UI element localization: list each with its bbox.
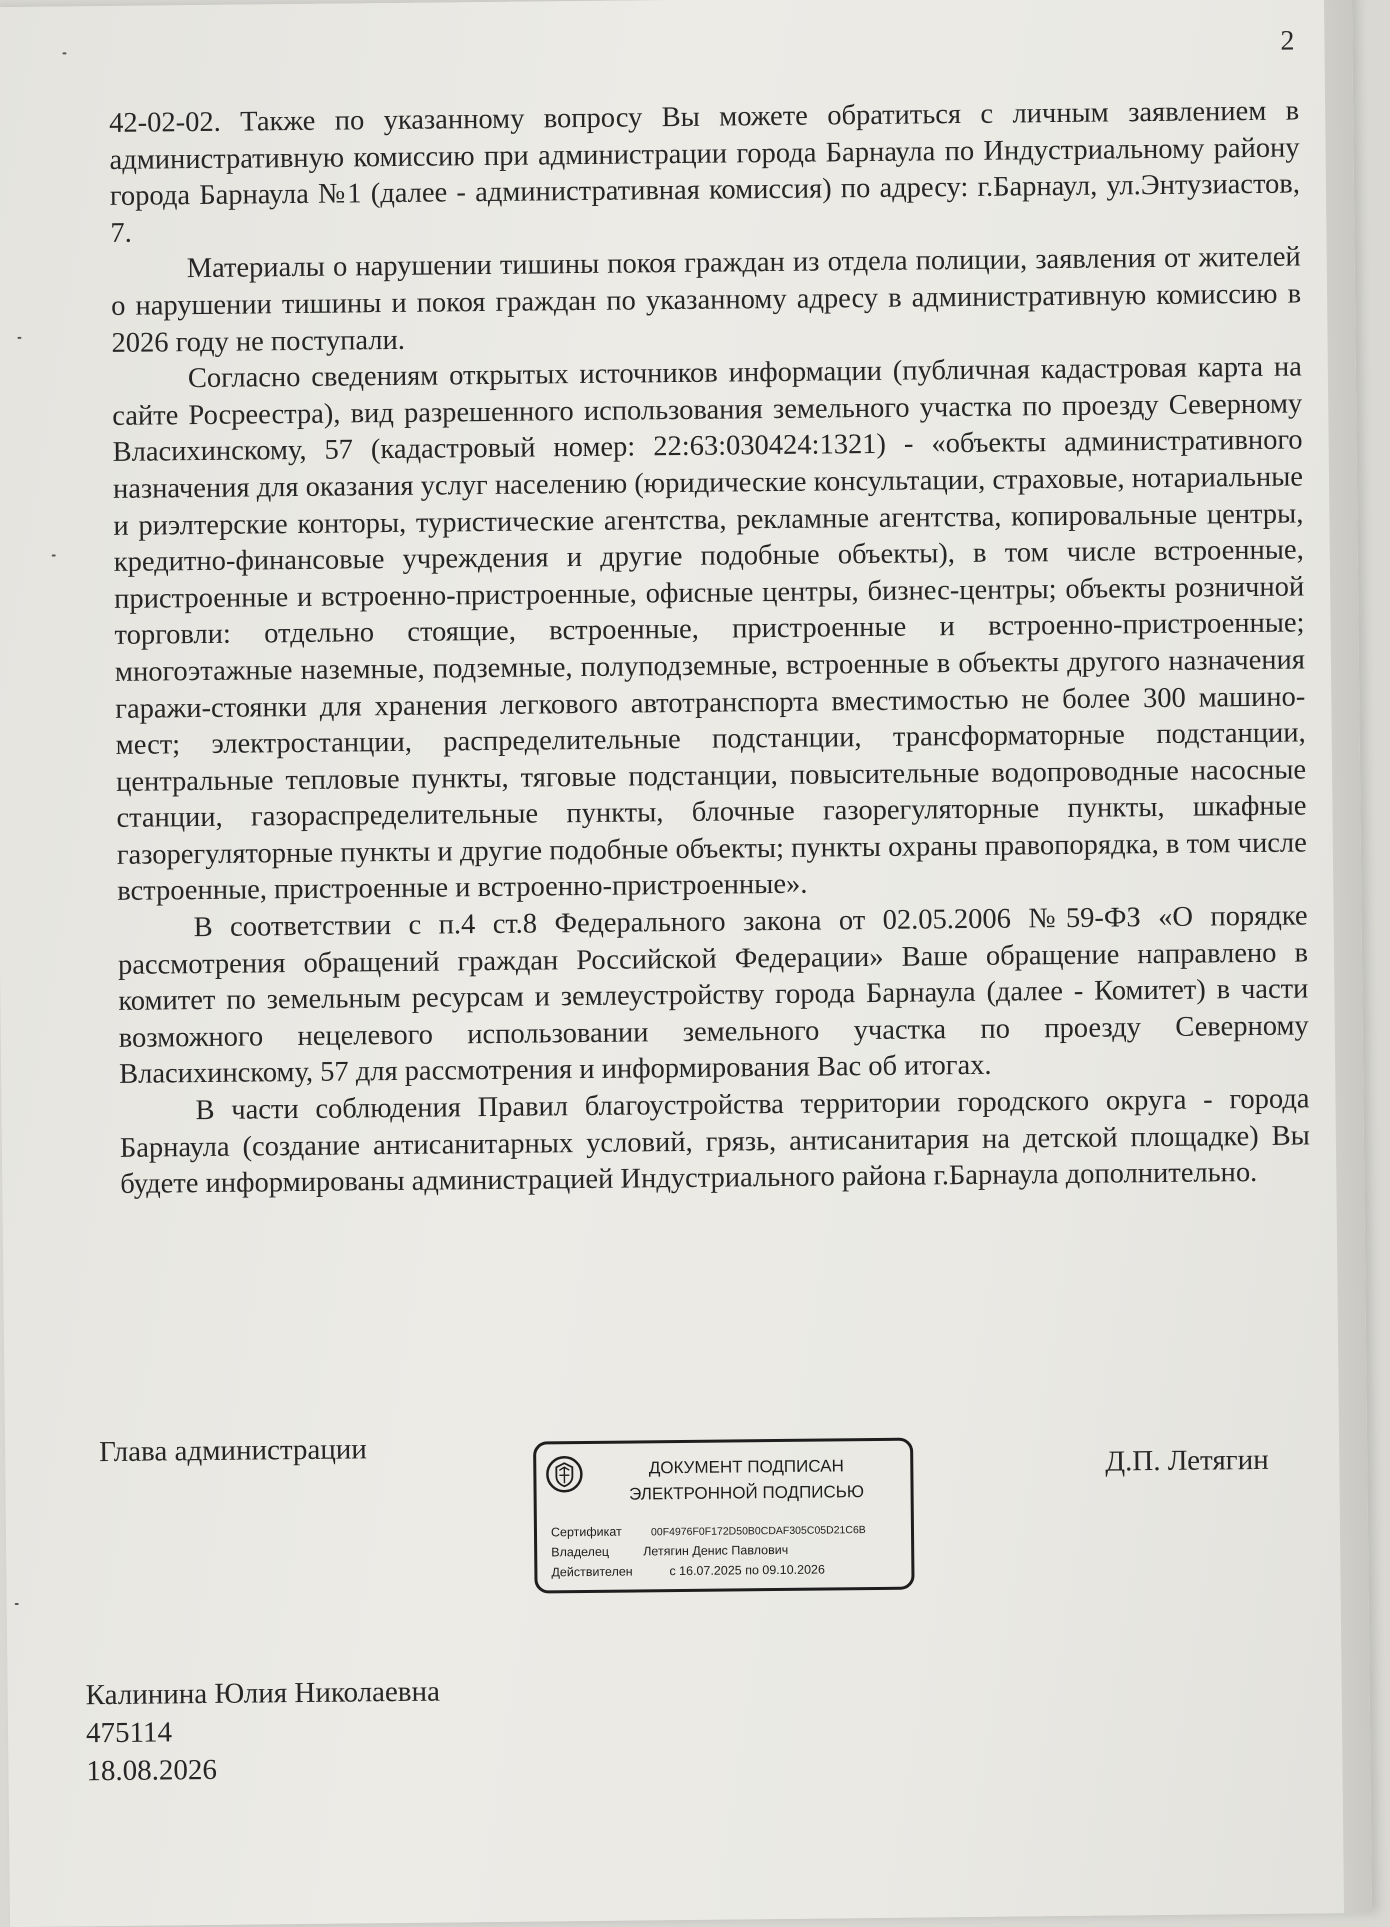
stamp-title-line2: ЭЛЕКТРОННОЙ ПОДПИСЬЮ (628, 1482, 865, 1504)
coat-of-arms-icon (544, 1454, 584, 1494)
stamp-certificate-label: Сертификат (550, 1524, 622, 1540)
stamp-owner-value: Летягин Денис Павлович (643, 1542, 789, 1559)
executor-phone: 475114 (85, 1716, 173, 1750)
executor-name: Калинина Юлия Николаевна (85, 1675, 441, 1712)
stamp-valid-row (551, 1562, 825, 1581)
stamp-title-line1: ДОКУМЕНТ ПОДПИСАН (648, 1456, 844, 1478)
paragraph-materials: Материалы о нарушении тишины покоя граждан из отдела полиции, заявления от жителей о нарушении тишины и покоя граждан по указанному адресу в административную комиссию в 2026 году не поступали. (110, 241, 1302, 359)
stamp-certificate-row (551, 1521, 866, 1541)
paragraph-federal-law: В соответствии с п.4 ст.8 Федерального закона от 02.05.2006 №59-ФЗ «О порядке рассмотрения обращений граждан Российской Федерации» Ваше обращение направлено в комитет по земельным ресурсам и землеустройству города Барнаула (далее - Комитет) в части возможного нецелевого использовании земельного участка по проезду Северному Власихинскому, 57 для рассмотрения и информирования Вас об итогах. (117, 900, 1309, 1091)
executor-block (85, 1673, 440, 1791)
electronic-signature-stamp (533, 1438, 915, 1594)
paragraph-improvement-rules: В части соблюдения Правил благоустройства территории городского округа - города Барнаула (создание антисанитарных условий, грязь, антисанитария на детской площадке) Вы будете информированы администрацией Индустриального района г.Барнаула дополнительно. (119, 1083, 1311, 1201)
page-edge-shadow (1324, 0, 1372, 1913)
stamp-valid-label: Действителен (551, 1564, 633, 1580)
stamp-title (596, 1453, 897, 1508)
paragraph-cadastral: Согласно сведениям открытых источников информации (публичная кадастровая карта на сайте Росреестра), вид разрешенного использования земельного участка по проезду Северному Власихинскому, 57 (кадастровый номер: 22:63:030424:1321) - «объекты административного назначения для оказания услуг населению (юридические консультации, страховые, нотариальные и риэлтерские конторы, туристические агентства, рекламные агентства, копировальные центры, кредитно-финансовые учреждения и другие подобные объекты), в том числе встроенные, пристроенные и встроенно-пристроенные, офисные центры, бизнес-центры; объекты розничной торговли: отдельно стоящие, встроенные, пристроенные и встроенно-пристроенные; многоэтажные наземные, подземные, полуподземные, встроенные в объекты другого назначения гаражи-стоянки для хранения легкового автотранспорта вместимостью не более 300 машино-мест; электростанции, распределительные подстанции, трансформаторные подстанции, центральные тепловые пункты, тяговые подстанции, повысительные водопроводные насосные станции, газораспределительные пункты, блочные газорегуляторные пункты, шкафные газорегуляторные пункты и другие подобные объекты; пункты охраны правопорядка, в том числе встроенные, пристроенные и встроенно-пристроенные». (112, 351, 1307, 908)
paper-speck (15, 1603, 19, 1605)
stamp-certificate-value: 00F4976F0F172D50B0CDAF305C05D21C6B (650, 1524, 866, 1539)
stamp-owner-row (551, 1542, 788, 1560)
stamp-owner-label: Владелец (551, 1544, 610, 1560)
letter-body (109, 93, 1310, 1203)
signatory-name: Д.П. Летягин (1105, 1443, 1269, 1478)
paper-speck (17, 337, 21, 339)
paragraph-contact: 42-02-02. Также по указанному вопросу Вы можете обратиться с личным заявлением в административную комиссию при администрации города Барнаула по Индустриальному району города Барнаула №1 (далее - административная комиссия) по адресу: г.Барнаул, ул.Энтузиастов, 7. (109, 95, 1301, 249)
paper-speck (62, 52, 66, 54)
signatory-position: Глава администрации (98, 1433, 368, 1469)
executor-date: 18.08.2026 (86, 1753, 218, 1788)
stamp-valid-value: с 16.07.2025 по 09.10.2026 (669, 1562, 825, 1579)
page-number: 2 (1280, 25, 1295, 57)
paper-speck (52, 555, 56, 557)
